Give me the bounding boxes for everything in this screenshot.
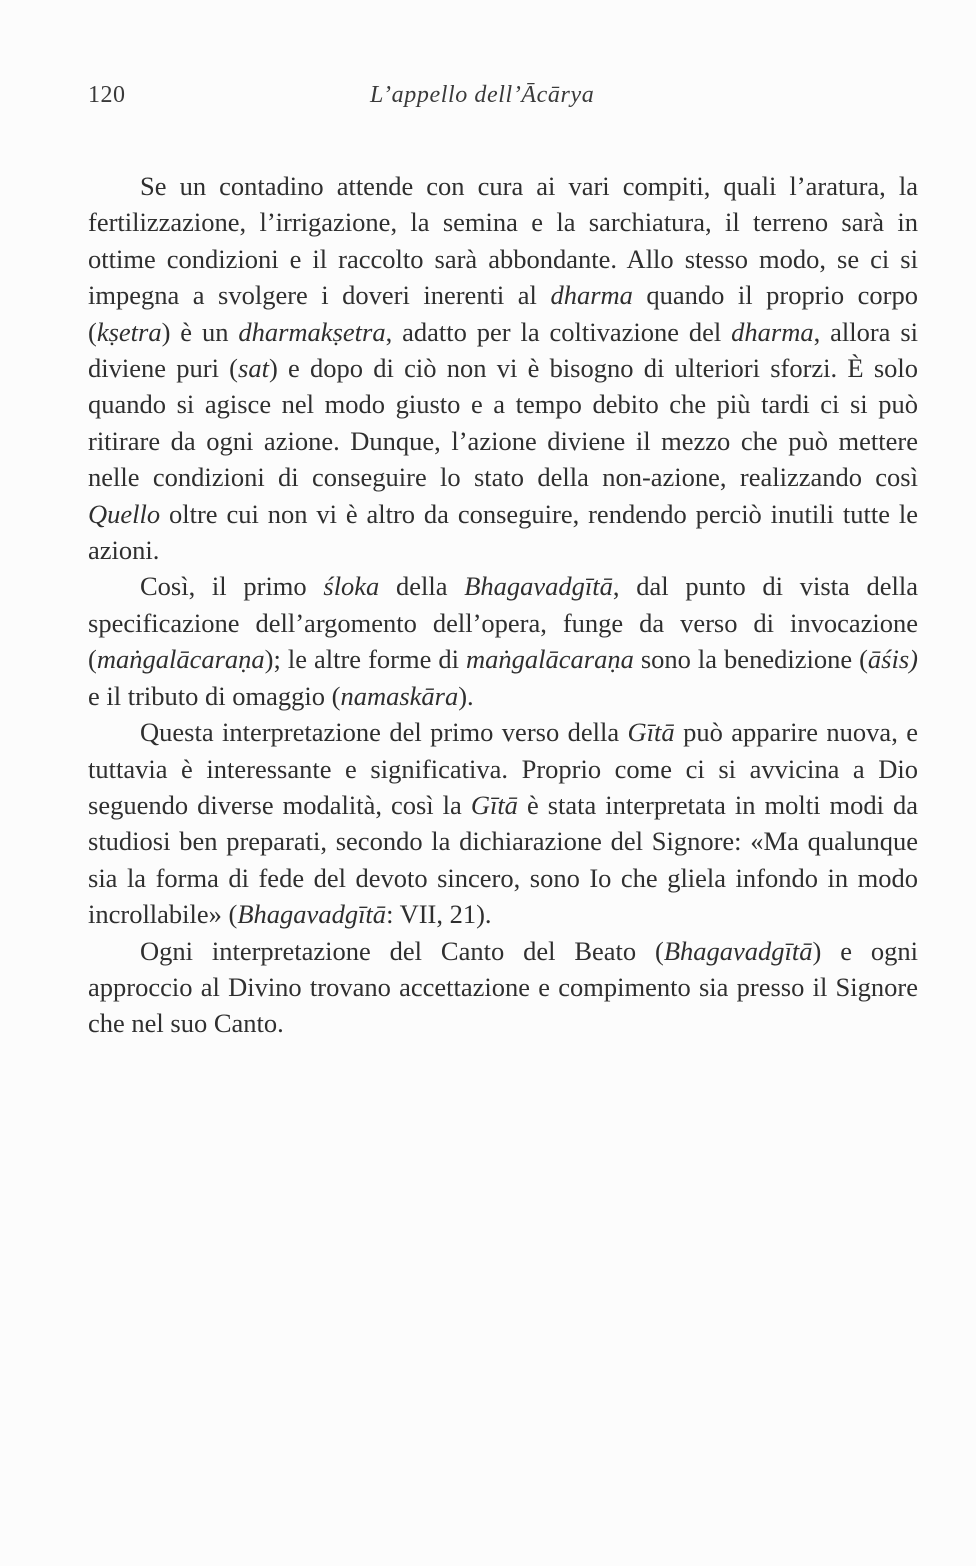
italic-term: dharma xyxy=(550,280,633,311)
text-run: ). xyxy=(458,680,474,711)
text-run: può apparire nuova, e tuttavia è interessante e significativa. Proprio come ci si avvicina a Dio seguendo diverse modalità, così la xyxy=(88,717,918,820)
italic-term: śloka xyxy=(323,571,380,602)
text-run: oltre cui non vi è altro da conseguire, rendendo perciò inutili tutte le azioni. xyxy=(88,498,918,566)
body-text xyxy=(88,168,918,1042)
italic-term: Bhagavadgītā xyxy=(237,899,387,930)
italic-term: Bhagavadgītā xyxy=(464,571,613,602)
paragraph-3 xyxy=(88,714,918,932)
italic-term: Quello xyxy=(88,498,161,529)
text-run: quando il proprio corpo ( xyxy=(88,280,918,347)
running-head xyxy=(88,82,918,118)
paragraph-1 xyxy=(88,168,918,568)
text-run: e il tributo di omaggio ( xyxy=(88,680,341,711)
text-run: della xyxy=(379,571,465,602)
text-run: ) è un xyxy=(161,316,239,347)
italic-term: namaskāra xyxy=(340,680,459,711)
paragraph-4 xyxy=(88,933,918,1042)
text-run: Ogni interpretazione del Canto del Beato ( xyxy=(140,935,664,966)
text-run: , adatto per la coltivazione del xyxy=(385,316,732,347)
text-run: : VII, 21). xyxy=(386,899,492,930)
italic-term: Gītā xyxy=(627,717,675,748)
italic-term: maṅgalācaraṇa xyxy=(466,644,634,675)
text-run: ) e ogni approccio al Divino trovano accettazione e compimento sia presso il Signore che nel suo Canto. xyxy=(88,935,918,1039)
page-number: 120 xyxy=(88,82,126,108)
italic-term: Gītā xyxy=(470,789,518,820)
text-run: ) e dopo di ciò non vi è bisogno di ulteriori sforzi. È solo quando si agisce nel modo giusto e a tempo debito che più tardi ci si può ritirare da ogni azione. Dunque, l’azione diviene il mezzo che può mettere nelle condizioni di conseguire lo stato della non-azione, realizzando così xyxy=(88,353,919,493)
italic-term: āśis) xyxy=(867,644,918,675)
text-run: è stata interpretata in molti modi da studiosi ben preparati, secondo la dichiarazione del Signore: «Ma qualunque sia la forma di fede del devoto sincero, sono Io che gliela infondo in modo incrollabile» ( xyxy=(88,789,918,930)
text-run: Così, il primo xyxy=(140,571,324,602)
italic-term: Bhagavadgītā xyxy=(663,935,813,966)
paragraph-2 xyxy=(88,568,918,714)
italic-term: dharma xyxy=(731,316,814,347)
text-run: sono la benedizione ( xyxy=(633,644,868,675)
text-run: , dal punto di vista della specificazione dell’argomento dell’opera, funge da verso di invocazione ( xyxy=(88,571,918,675)
text-run: Questa interpretazione del primo verso della xyxy=(140,717,628,748)
italic-term: sat xyxy=(238,353,269,384)
text-run: ); le altre forme di xyxy=(264,644,466,675)
text-run: , allora si diviene puri ( xyxy=(88,316,918,384)
text-run: Se un contadino attende con cura ai vari compiti, quali l’aratura, la fertilizzazione, l’irrigazione, la semina e la sarchiatura, il terreno sarà in ottime condizioni e il raccolto sarà abbondante. Allo stesso modo, se ci si impegna a svolgere i doveri inerenti al xyxy=(88,171,918,311)
italic-term: maṅgalācaraṇa xyxy=(96,644,265,675)
italic-term: dharmakṣetra xyxy=(238,316,386,347)
italic-term: kṣetra xyxy=(96,316,162,347)
running-title: L’appello dell’Ācārya xyxy=(370,82,595,108)
